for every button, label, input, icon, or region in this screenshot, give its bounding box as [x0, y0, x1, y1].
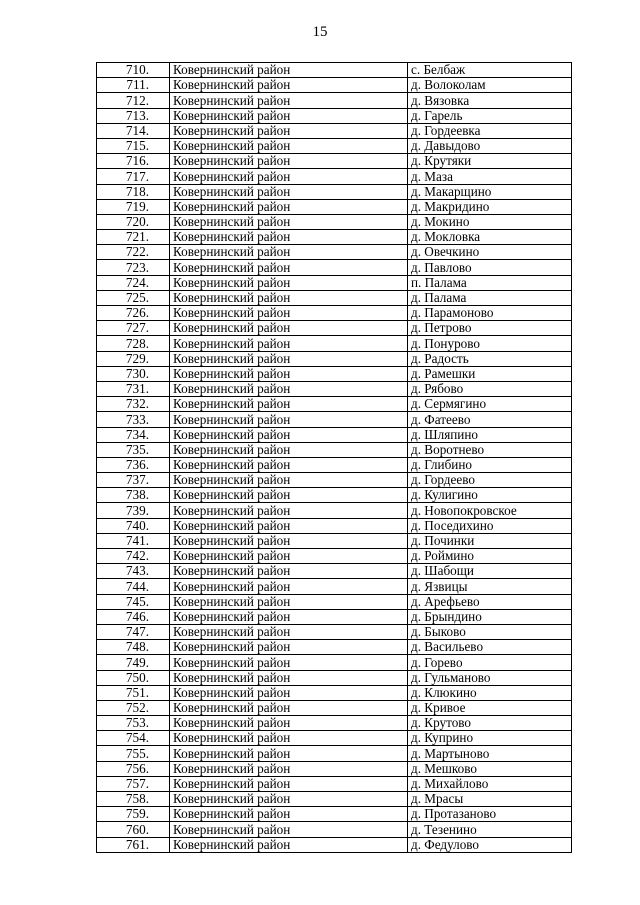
table-row: [97, 321, 572, 336]
settlement-cell: д. Понурово: [408, 336, 572, 351]
row-number-cell: 757.: [97, 776, 170, 791]
district-cell: Ковернинский район: [170, 488, 408, 503]
district-cell: Ковернинский район: [170, 108, 408, 123]
settlement-cell: д. Рябово: [408, 381, 572, 396]
district-cell: Ковернинский район: [170, 670, 408, 685]
district-cell: Ковернинский район: [170, 700, 408, 715]
settlement-cell: д. Кулигино: [408, 488, 572, 503]
settlement-cell: д. Вязовка: [408, 93, 572, 108]
district-cell: Ковернинский район: [170, 624, 408, 639]
table-row: [97, 761, 572, 776]
settlement-cell: д. Починки: [408, 533, 572, 548]
settlement-cell: д. Макарщино: [408, 184, 572, 199]
district-cell: Ковернинский район: [170, 518, 408, 533]
district-cell: Ковернинский район: [170, 199, 408, 214]
district-cell: Ковернинский район: [170, 93, 408, 108]
table-row: [97, 184, 572, 199]
settlement-cell: д. Павлово: [408, 260, 572, 275]
row-number-cell: 736.: [97, 457, 170, 472]
row-number-cell: 752.: [97, 700, 170, 715]
settlement-cell: д. Шляпино: [408, 427, 572, 442]
table-row: [97, 290, 572, 305]
settlement-cell: д. Маза: [408, 169, 572, 184]
settlement-cell: д. Куприно: [408, 731, 572, 746]
table-row: [97, 776, 572, 791]
district-cell: Ковернинский район: [170, 609, 408, 624]
row-number-cell: 744.: [97, 579, 170, 594]
row-number-cell: 713.: [97, 108, 170, 123]
settlement-cell: д. Радость: [408, 351, 572, 366]
district-cell: Ковернинский район: [170, 549, 408, 564]
settlement-cell: д. Быково: [408, 624, 572, 639]
table-row: [97, 700, 572, 715]
settlement-cell: д. Сермягино: [408, 397, 572, 412]
settlement-cell: д. Гульманово: [408, 670, 572, 685]
row-number-cell: 734.: [97, 427, 170, 442]
settlement-cell: д. Роймино: [408, 549, 572, 564]
row-number-cell: 726.: [97, 306, 170, 321]
table-row: [97, 503, 572, 518]
settlement-cell: д. Глибино: [408, 457, 572, 472]
settlement-cell: д. Язвицы: [408, 579, 572, 594]
settlement-cell: д. Кривое: [408, 700, 572, 715]
district-cell: Ковернинский район: [170, 351, 408, 366]
district-cell: Ковернинский район: [170, 837, 408, 852]
row-number-cell: 756.: [97, 761, 170, 776]
row-number-cell: 741.: [97, 533, 170, 548]
settlement-cell: д. Брындино: [408, 609, 572, 624]
table-row: [97, 154, 572, 169]
district-cell: Ковернинский район: [170, 336, 408, 351]
district-cell: Ковернинский район: [170, 321, 408, 336]
district-cell: Ковернинский район: [170, 381, 408, 396]
district-cell: Ковернинский район: [170, 807, 408, 822]
district-cell: Ковернинский район: [170, 792, 408, 807]
row-number-cell: 754.: [97, 731, 170, 746]
row-number-cell: 760.: [97, 822, 170, 837]
settlement-cell: д. Мартыново: [408, 746, 572, 761]
table-row: [97, 488, 572, 503]
district-cell: Ковернинский район: [170, 78, 408, 93]
district-cell: Ковернинский район: [170, 169, 408, 184]
settlement-cell: д. Гордеево: [408, 473, 572, 488]
row-number-cell: 730.: [97, 366, 170, 381]
row-number-cell: 728.: [97, 336, 170, 351]
district-cell: Ковернинский район: [170, 275, 408, 290]
row-number-cell: 711.: [97, 78, 170, 93]
settlement-cell: д. Парамоново: [408, 306, 572, 321]
row-number-cell: 761.: [97, 837, 170, 852]
table-row: [97, 306, 572, 321]
district-cell: Ковернинский район: [170, 214, 408, 229]
table-row: [97, 63, 572, 78]
table-row: [97, 807, 572, 822]
district-cell: Ковернинский район: [170, 184, 408, 199]
table-row: [97, 412, 572, 427]
row-number-cell: 755.: [97, 746, 170, 761]
district-cell: Ковернинский район: [170, 655, 408, 670]
row-number-cell: 750.: [97, 670, 170, 685]
table-row: [97, 670, 572, 685]
settlement-cell: с. Белбаж: [408, 63, 572, 78]
row-number-cell: 753.: [97, 716, 170, 731]
settlement-cell: д. Васильево: [408, 640, 572, 655]
table-row: [97, 655, 572, 670]
table-row: [97, 169, 572, 184]
table-row: [97, 473, 572, 488]
table-row: [97, 624, 572, 639]
table-row: [97, 336, 572, 351]
table-row: [97, 518, 572, 533]
table-row: [97, 397, 572, 412]
table-row: [97, 442, 572, 457]
row-number-cell: 740.: [97, 518, 170, 533]
settlement-cell: д. Воротнево: [408, 442, 572, 457]
district-cell: Ковернинский район: [170, 457, 408, 472]
district-cell: Ковернинский район: [170, 579, 408, 594]
settlement-cell: д. Гордеевка: [408, 123, 572, 138]
district-cell: Ковернинский район: [170, 63, 408, 78]
settlements-table: [96, 62, 572, 853]
district-cell: Ковернинский район: [170, 366, 408, 381]
row-number-cell: 748.: [97, 640, 170, 655]
district-cell: Ковернинский район: [170, 138, 408, 153]
table-row: [97, 564, 572, 579]
settlement-cell: д. Крутяки: [408, 154, 572, 169]
row-number-cell: 718.: [97, 184, 170, 199]
table-row: [97, 138, 572, 153]
row-number-cell: 724.: [97, 275, 170, 290]
settlement-cell: д. Тезенино: [408, 822, 572, 837]
district-cell: Ковернинский район: [170, 685, 408, 700]
district-cell: Ковернинский район: [170, 503, 408, 518]
table-row: [97, 685, 572, 700]
table-row: [97, 746, 572, 761]
table-row: [97, 792, 572, 807]
settlement-cell: д. Мрасы: [408, 792, 572, 807]
settlement-cell: д. Михайлово: [408, 776, 572, 791]
table-row: [97, 381, 572, 396]
table-row: [97, 549, 572, 564]
table-row: [97, 123, 572, 138]
district-cell: Ковернинский район: [170, 245, 408, 260]
settlement-cell: д. Мокино: [408, 214, 572, 229]
table-row: [97, 640, 572, 655]
settlement-cell: д. Макридино: [408, 199, 572, 214]
district-cell: Ковернинский район: [170, 594, 408, 609]
settlement-cell: д. Палама: [408, 290, 572, 305]
row-number-cell: 739.: [97, 503, 170, 518]
row-number-cell: 723.: [97, 260, 170, 275]
table-row: [97, 427, 572, 442]
table-row: [97, 594, 572, 609]
row-number-cell: 717.: [97, 169, 170, 184]
table-row: [97, 533, 572, 548]
district-cell: Ковернинский район: [170, 442, 408, 457]
row-number-cell: 720.: [97, 214, 170, 229]
settlement-cell: д. Горево: [408, 655, 572, 670]
table-row: [97, 716, 572, 731]
district-cell: Ковернинский район: [170, 427, 408, 442]
table-row: [97, 366, 572, 381]
table-row: [97, 93, 572, 108]
row-number-cell: 747.: [97, 624, 170, 639]
row-number-cell: 751.: [97, 685, 170, 700]
row-number-cell: 732.: [97, 397, 170, 412]
settlement-cell: д. Рамешки: [408, 366, 572, 381]
row-number-cell: 743.: [97, 564, 170, 579]
district-cell: Ковернинский район: [170, 533, 408, 548]
table-row: [97, 108, 572, 123]
settlement-cell: д. Новопокровское: [408, 503, 572, 518]
table-row: [97, 457, 572, 472]
district-cell: Ковернинский район: [170, 154, 408, 169]
district-cell: Ковернинский район: [170, 746, 408, 761]
district-cell: Ковернинский район: [170, 123, 408, 138]
table-row: [97, 822, 572, 837]
row-number-cell: 725.: [97, 290, 170, 305]
row-number-cell: 759.: [97, 807, 170, 822]
table-row: [97, 214, 572, 229]
row-number-cell: 742.: [97, 549, 170, 564]
settlement-cell: д. Крутово: [408, 716, 572, 731]
row-number-cell: 738.: [97, 488, 170, 503]
row-number-cell: 722.: [97, 245, 170, 260]
settlement-cell: д. Фатеево: [408, 412, 572, 427]
table-row: [97, 609, 572, 624]
row-number-cell: 735.: [97, 442, 170, 457]
district-cell: Ковернинский район: [170, 564, 408, 579]
row-number-cell: 745.: [97, 594, 170, 609]
district-cell: Ковернинский район: [170, 761, 408, 776]
district-cell: Ковернинский район: [170, 731, 408, 746]
row-number-cell: 758.: [97, 792, 170, 807]
row-number-cell: 727.: [97, 321, 170, 336]
settlement-cell: д. Мокловка: [408, 230, 572, 245]
row-number-cell: 721.: [97, 230, 170, 245]
settlement-cell: п. Палама: [408, 275, 572, 290]
settlement-cell: д. Клюкино: [408, 685, 572, 700]
row-number-cell: 729.: [97, 351, 170, 366]
district-cell: Ковернинский район: [170, 473, 408, 488]
settlement-cell: д. Волоколам: [408, 78, 572, 93]
settlement-cell: д. Арефьево: [408, 594, 572, 609]
table-row: [97, 351, 572, 366]
settlement-cell: д. Мешково: [408, 761, 572, 776]
table-row: [97, 837, 572, 852]
row-number-cell: 719.: [97, 199, 170, 214]
row-number-cell: 714.: [97, 123, 170, 138]
settlement-cell: д. Шабощи: [408, 564, 572, 579]
table-row: [97, 78, 572, 93]
row-number-cell: 746.: [97, 609, 170, 624]
row-number-cell: 715.: [97, 138, 170, 153]
district-cell: Ковернинский район: [170, 412, 408, 427]
row-number-cell: 731.: [97, 381, 170, 396]
settlement-cell: д. Петрово: [408, 321, 572, 336]
district-cell: Ковернинский район: [170, 776, 408, 791]
district-cell: Ковернинский район: [170, 230, 408, 245]
settlement-cell: д. Протазаново: [408, 807, 572, 822]
settlement-cell: д. Давыдово: [408, 138, 572, 153]
settlement-cell: д. Гарель: [408, 108, 572, 123]
district-cell: Ковернинский район: [170, 716, 408, 731]
row-number-cell: 749.: [97, 655, 170, 670]
table-row: [97, 275, 572, 290]
district-cell: Ковернинский район: [170, 260, 408, 275]
settlement-cell: д. Овечкино: [408, 245, 572, 260]
row-number-cell: 733.: [97, 412, 170, 427]
row-number-cell: 710.: [97, 63, 170, 78]
settlement-cell: д. Федулово: [408, 837, 572, 852]
district-cell: Ковернинский район: [170, 290, 408, 305]
table-row: [97, 731, 572, 746]
table-row: [97, 199, 572, 214]
row-number-cell: 737.: [97, 473, 170, 488]
settlement-cell: д. Поседихино: [408, 518, 572, 533]
table-row: [97, 245, 572, 260]
district-cell: Ковернинский район: [170, 822, 408, 837]
district-cell: Ковернинский район: [170, 640, 408, 655]
table-row: [97, 230, 572, 245]
district-cell: Ковернинский район: [170, 306, 408, 321]
row-number-cell: 712.: [97, 93, 170, 108]
district-cell: Ковернинский район: [170, 397, 408, 412]
table-row: [97, 579, 572, 594]
table-row: [97, 260, 572, 275]
settlements-table-body: [97, 63, 572, 853]
row-number-cell: 716.: [97, 154, 170, 169]
page-number: 15: [312, 24, 328, 40]
